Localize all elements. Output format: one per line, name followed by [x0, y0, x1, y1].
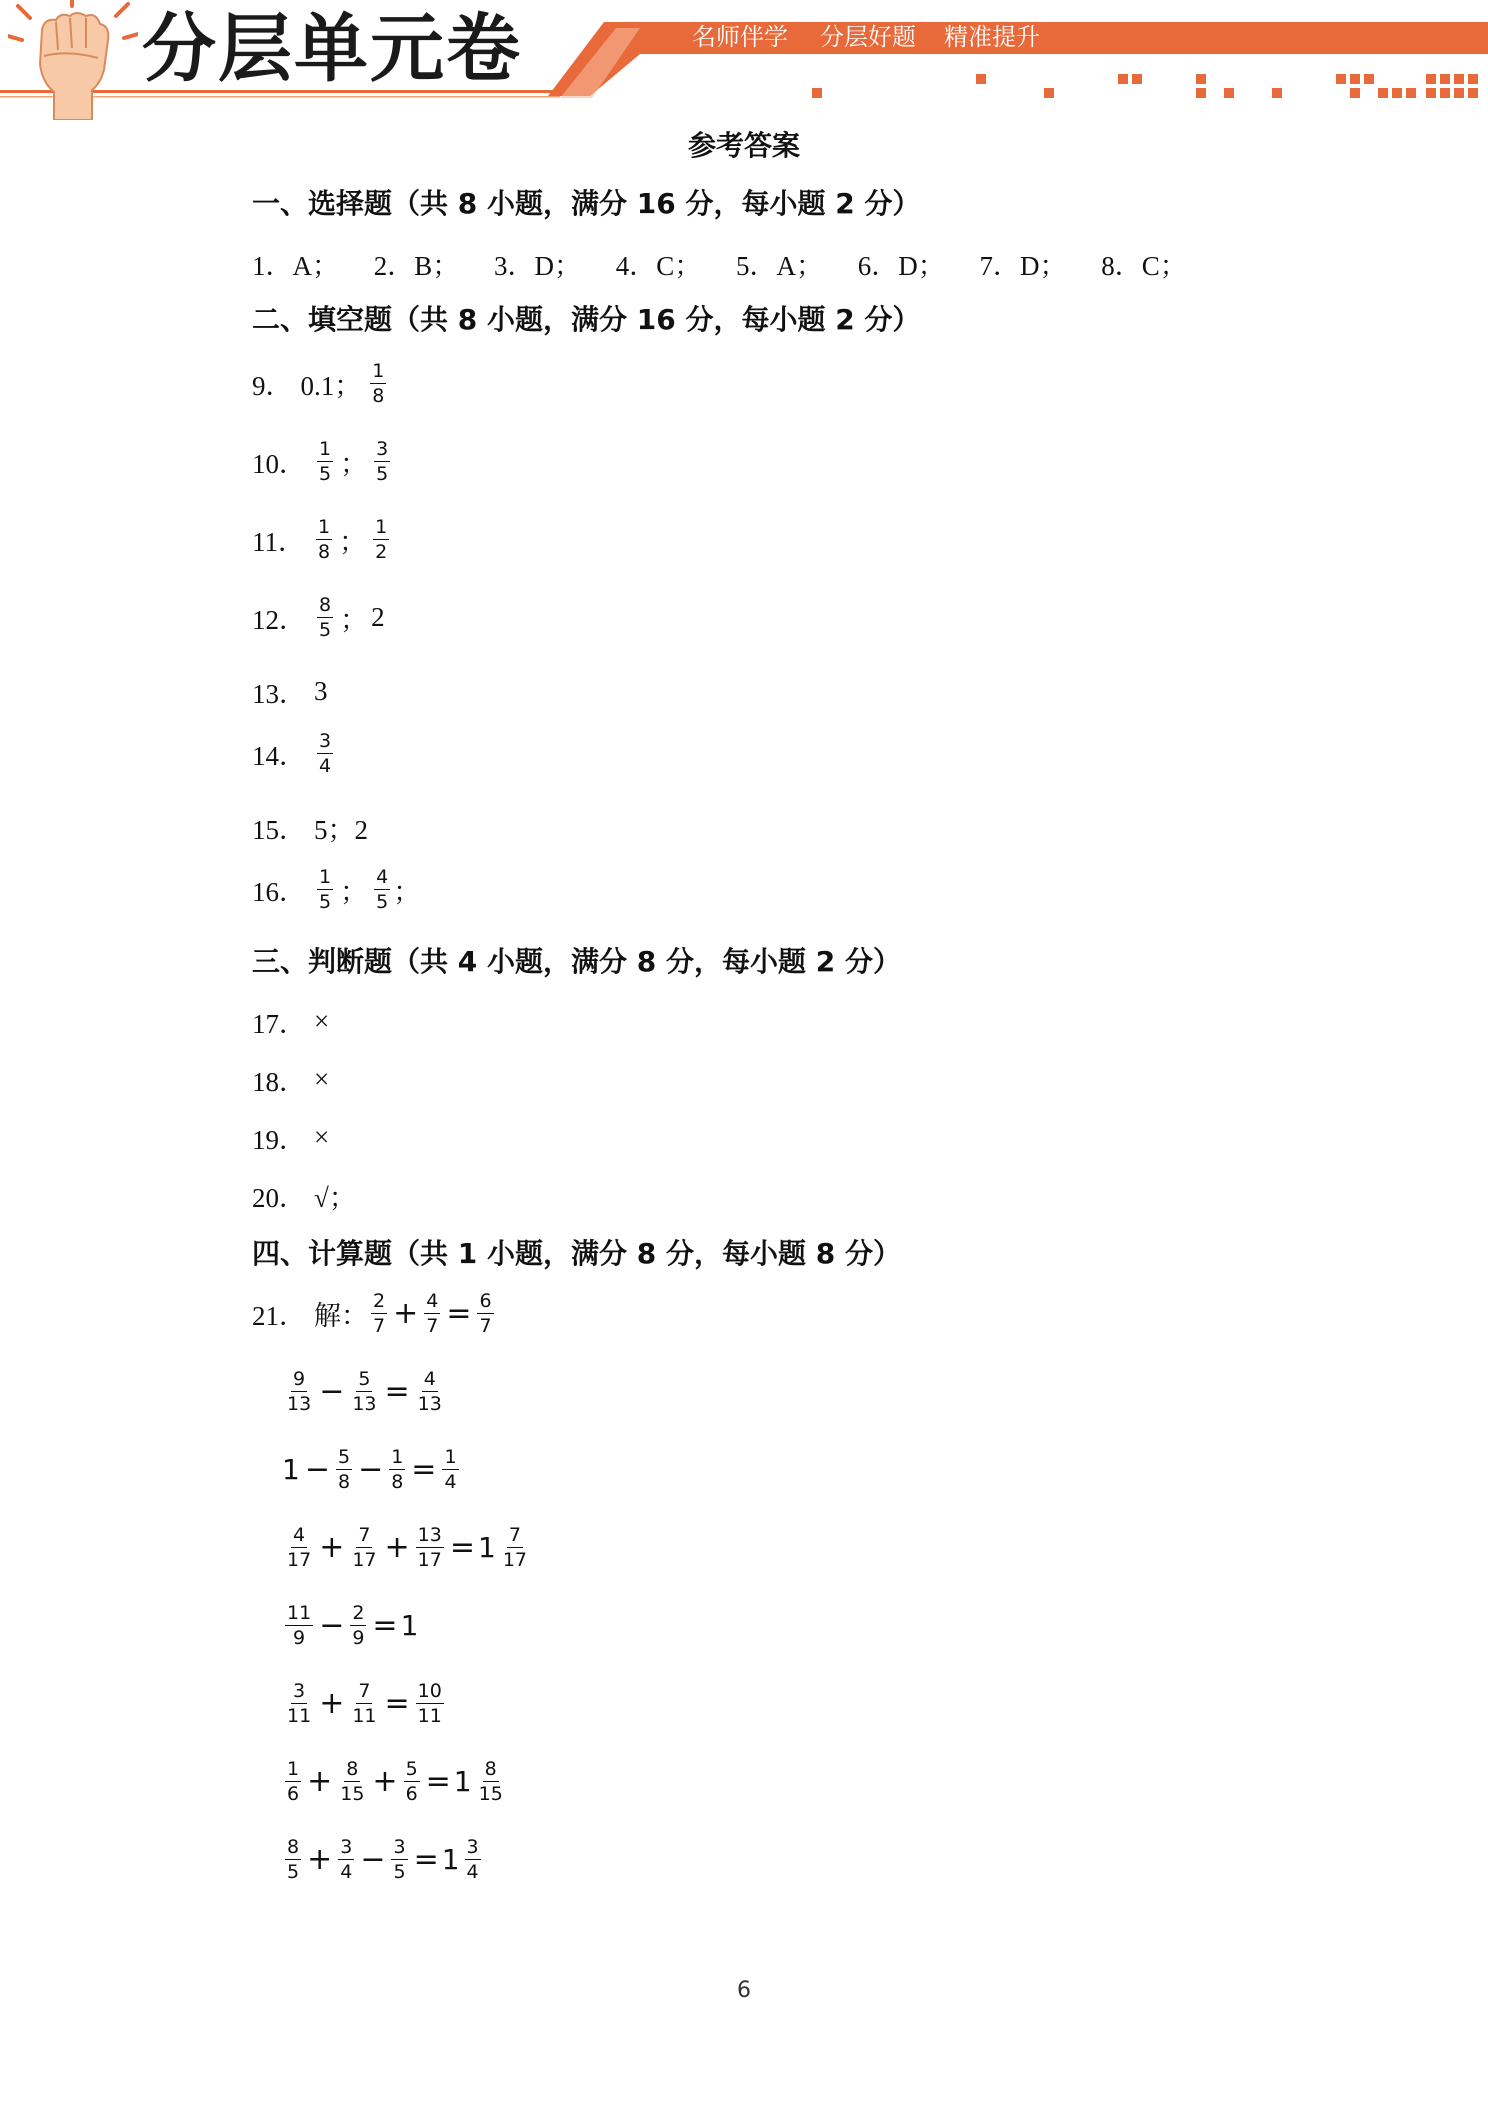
fraction: $\frac{1}{5}$ — [319, 866, 332, 913]
fraction: $\frac{2}{9}$ — [352, 1602, 365, 1649]
question-number: 16． — [252, 877, 306, 907]
judge-mark: × — [314, 1064, 330, 1094]
fraction: $\frac{5}{8}$ — [337, 1446, 351, 1493]
operator: + — [393, 1296, 419, 1331]
fraction: $\frac{7}{17}$ — [502, 1524, 527, 1571]
operator: − — [304, 1452, 330, 1487]
fraction: $\frac{4}{7}$ — [426, 1290, 439, 1337]
calc-line-7 — [282, 1758, 508, 1805]
answer-line-17 — [252, 1002, 329, 1041]
equals-sign: = — [413, 1842, 439, 1877]
document-title: 参考答案 — [687, 129, 800, 162]
question-number: 20． — [252, 1183, 306, 1213]
question-number: 9． — [252, 371, 293, 401]
judge-mark: √； — [314, 1183, 356, 1213]
operator: − — [360, 1842, 386, 1877]
page-number: 6 — [737, 1978, 751, 2003]
section-heading-judge: 三、判断题（共 4 小题，满分 8 分，每小题 2 分） — [252, 945, 901, 978]
question-number: 11． — [252, 527, 305, 557]
slogan-jingzhun: 精准提升 — [944, 23, 1040, 51]
section-heading-choice: 一、选择题（共 8 小题，满分 16 分，每小题 2 分） — [252, 187, 921, 220]
choice-answers-row — [252, 244, 1215, 283]
fraction: $\frac{11}{9}$ — [287, 1602, 312, 1649]
fraction: $\frac{1}{2}$ — [375, 516, 388, 563]
answer-line-15 — [252, 808, 368, 847]
fraction: $\frac{1}{5}$ — [319, 438, 332, 485]
question-number: 18． — [252, 1067, 306, 1097]
whole-number: 1 — [441, 1843, 460, 1876]
fraction: $\frac{8}{5}$ — [287, 1836, 300, 1883]
separator: ； — [340, 605, 368, 635]
raised-fist-icon — [8, 0, 138, 120]
operator: − — [319, 1608, 345, 1643]
answer-line-10 — [252, 438, 393, 485]
fraction: $\frac{7}{17}$ — [352, 1524, 377, 1571]
calc-line-2 — [282, 1368, 447, 1415]
answer-item: 8．C； — [1101, 251, 1187, 281]
calc-line-8 — [282, 1836, 484, 1883]
fraction: $\frac{8}{15}$ — [340, 1758, 365, 1805]
answer-text: 0.1； — [300, 371, 362, 401]
fraction: $\frac{1}{8}$ — [372, 360, 385, 407]
question-number: 17． — [252, 1009, 306, 1039]
fraction: $\frac{1}{8}$ — [391, 1446, 404, 1493]
operator: − — [358, 1452, 384, 1487]
answer-text: 5；2 — [314, 815, 368, 845]
fraction: $\frac{1}{8}$ — [318, 516, 331, 563]
fraction: $\frac{5}{6}$ — [405, 1758, 418, 1805]
operator: + — [372, 1764, 398, 1799]
whole-number: 1 — [453, 1765, 472, 1798]
answer-item: 2．B； — [373, 251, 460, 281]
answer-item: 1．A； — [252, 251, 339, 281]
fraction: $\frac{10}{11}$ — [417, 1680, 442, 1727]
whole-number: 1 — [400, 1609, 419, 1642]
fraction: $\frac{13}{17}$ — [417, 1524, 442, 1571]
fraction: $\frac{8}{5}$ — [319, 594, 332, 641]
equals-sign: = — [411, 1452, 437, 1487]
fraction: $\frac{4}{17}$ — [287, 1524, 312, 1571]
fraction: $\frac{2}{7}$ — [373, 1290, 386, 1337]
answer-item: 6．D； — [857, 251, 945, 281]
fraction: $\frac{3}{5}$ — [393, 1836, 406, 1883]
calc-line-5 — [282, 1602, 420, 1649]
fraction: $\frac{1}{4}$ — [444, 1446, 457, 1493]
equals-sign: = — [384, 1374, 410, 1409]
answer-line-14 — [252, 730, 336, 777]
fraction: $\frac{3}{4}$ — [319, 730, 332, 777]
separator: ； — [393, 877, 421, 907]
judge-mark: × — [314, 1122, 330, 1152]
equals-sign: = — [372, 1608, 398, 1643]
answer-line-13 — [252, 672, 328, 711]
brand-title: 分层单元卷 — [142, 6, 522, 92]
fraction: $\frac{3}{4}$ — [340, 1836, 353, 1883]
slogan-fenceng: 分层好题 — [820, 23, 916, 51]
judge-mark: × — [314, 1006, 330, 1036]
answer-item: 4．C； — [615, 251, 702, 281]
section-heading-calc: 四、计算题（共 1 小题，满分 8 分，每小题 8 分） — [252, 1237, 901, 1270]
solution-lead: 解： — [314, 1301, 368, 1331]
fraction: $\frac{1}{6}$ — [287, 1758, 300, 1805]
question-number: 12． — [252, 605, 306, 635]
answer-line-16 — [252, 866, 420, 913]
fraction: $\frac{4}{5}$ — [376, 866, 389, 913]
answer-line-19 — [252, 1118, 329, 1157]
fraction: $\frac{6}{7}$ — [479, 1290, 492, 1337]
question-number: 19． — [252, 1125, 306, 1155]
answer-line-12 — [252, 594, 385, 641]
calc-line-1 — [252, 1290, 497, 1337]
separator: ； — [339, 527, 367, 557]
question-number: 15． — [252, 815, 306, 845]
question-number: 13． — [252, 679, 306, 709]
answer-item: 3．D； — [494, 251, 582, 281]
fraction: $\frac{4}{13}$ — [417, 1368, 442, 1415]
answer-item: 7．D； — [979, 251, 1067, 281]
answer-line-18 — [252, 1060, 329, 1099]
operator: + — [319, 1530, 345, 1565]
equals-sign: = — [446, 1296, 472, 1331]
question-number: 10． — [252, 449, 306, 479]
answer-line-9 — [252, 360, 389, 407]
equals-sign: = — [384, 1686, 410, 1721]
section-heading-fill: 二、填空题（共 8 小题，满分 16 分，每小题 2 分） — [252, 303, 921, 336]
answer-text: 2 — [371, 602, 385, 632]
operator: + — [319, 1686, 345, 1721]
slogan-mingshi: 名师伴学 — [692, 23, 788, 51]
answer-line-20 — [252, 1176, 356, 1215]
whole-number: 1 — [477, 1531, 496, 1564]
page-header — [0, 0, 1488, 120]
fraction: $\frac{5}{13}$ — [352, 1368, 377, 1415]
fraction: $\frac{7}{11}$ — [352, 1680, 377, 1727]
fraction: $\frac{8}{15}$ — [478, 1758, 503, 1805]
calc-line-6 — [282, 1680, 447, 1727]
operator: + — [307, 1764, 333, 1799]
answer-line-11 — [252, 516, 392, 563]
operator: + — [307, 1842, 333, 1877]
fraction: $\frac{9}{13}$ — [287, 1368, 312, 1415]
question-number: 14． — [252, 741, 306, 771]
fraction: $\frac{3}{11}$ — [287, 1680, 312, 1727]
operator: + — [384, 1530, 410, 1565]
question-number: 21． — [252, 1301, 306, 1331]
calc-line-4 — [282, 1524, 532, 1571]
separator: ； — [340, 449, 368, 479]
separator: ； — [340, 877, 368, 907]
whole-number: 1 — [282, 1453, 300, 1486]
calc-line-3 — [282, 1446, 462, 1493]
equals-sign: = — [425, 1764, 451, 1799]
operator: − — [319, 1374, 345, 1409]
answer-text: 3 — [314, 676, 328, 706]
equals-sign: = — [449, 1530, 475, 1565]
fraction: $\frac{3}{4}$ — [466, 1836, 479, 1883]
fraction: $\frac{3}{5}$ — [376, 438, 389, 485]
answer-item: 5．A； — [736, 251, 824, 281]
